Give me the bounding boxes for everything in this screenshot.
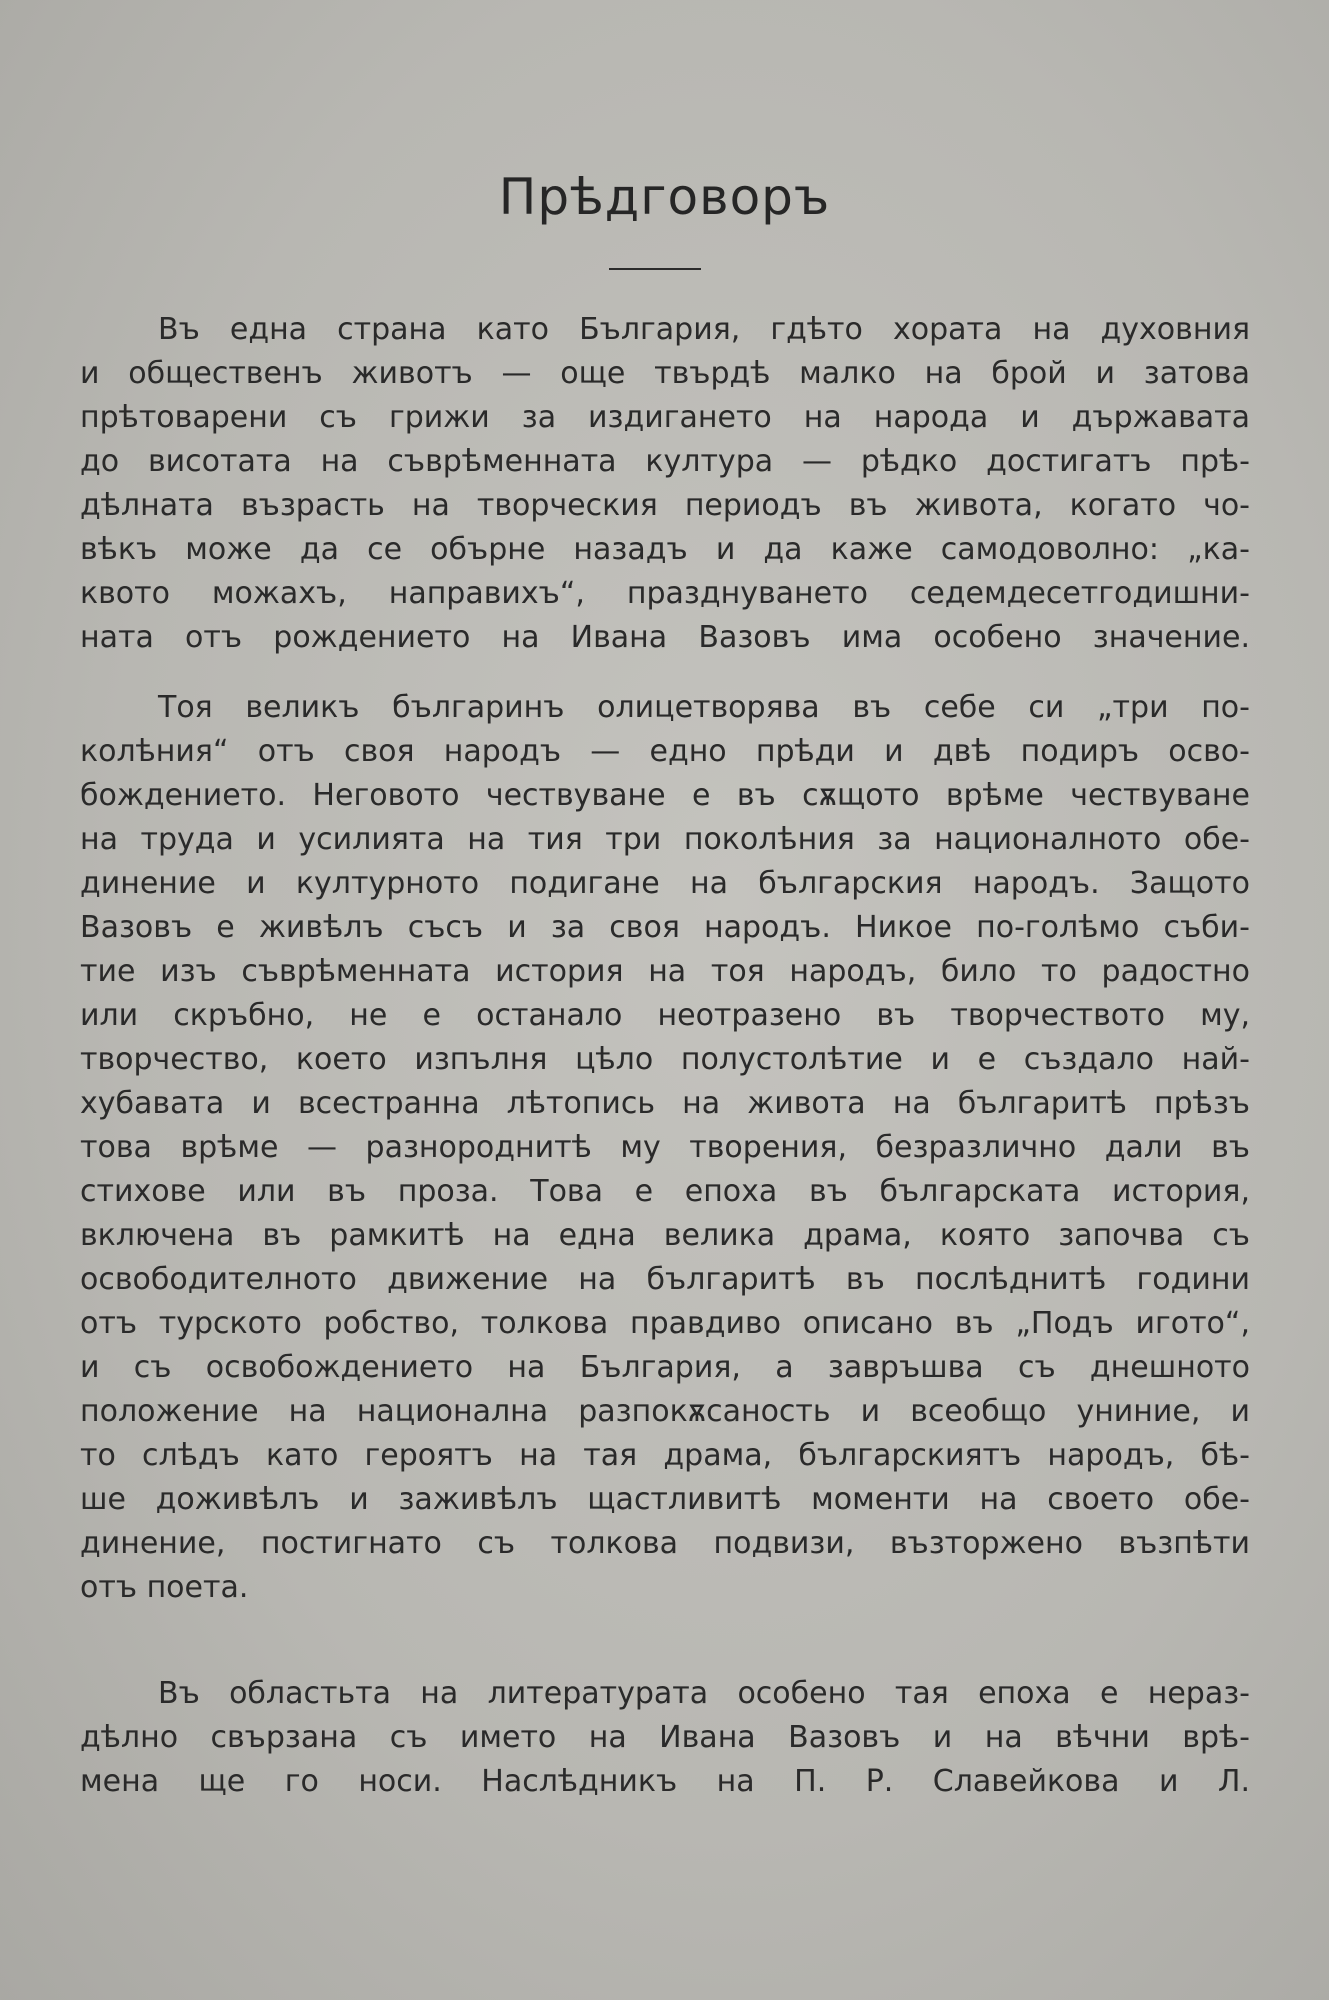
text-line: и общественъ животъ — още твърдѣ малко на брой и затова bbox=[80, 356, 1250, 391]
text-line: динение, постигнато съ толкова подвизи, възторжено възпѣти bbox=[80, 1526, 1250, 1561]
text-line: то слѣдъ като героятъ на тая драма, българскиятъ народъ, бѣ- bbox=[80, 1438, 1250, 1473]
text-line: до висотата на съврѣменната култура — рѣдко достигатъ прѣ- bbox=[80, 444, 1250, 479]
text-line: освободителното движение на българитѣ въ послѣднитѣ години bbox=[80, 1262, 1250, 1297]
title-divider bbox=[609, 268, 701, 270]
text-line: динение и културното подигане на българския народъ. Защото bbox=[80, 866, 1250, 901]
page-title: Прѣдговоръ bbox=[498, 168, 831, 226]
paragraph-2 bbox=[80, 686, 1250, 1610]
text-line: тие изъ съврѣменната история на тоя народъ, било то радостно bbox=[80, 954, 1250, 989]
text-line: колѣния“ отъ своя народъ — едно прѣди и двѣ подиръ осво- bbox=[80, 734, 1250, 769]
text-line: хубавата и всестранна лѣтопись на живота на българитѣ прѣзъ bbox=[80, 1086, 1250, 1121]
text-line: ше доживѣлъ и заживѣлъ щастливитѣ моменти на своето обе- bbox=[80, 1482, 1250, 1517]
text-line: Тоя великъ българинъ олицетворява въ себе си „три по- bbox=[158, 690, 1250, 725]
text-line: Въ една страна като България, гдѣто хората на духовния bbox=[158, 312, 1250, 347]
text-line: или скръбно, не е останало неотразено въ творчеството му, bbox=[80, 998, 1250, 1033]
text-line: квото можахъ, направихъ“, празднуването седемдесетгодишни- bbox=[80, 576, 1250, 611]
paragraph-3 bbox=[80, 1672, 1250, 1804]
text-line: Въ областьта на литературата особено тая епоха е нераз- bbox=[158, 1676, 1250, 1711]
text-line: мена ще го носи. Наслѣдникъ на П. Р. Славейкова и Л. bbox=[80, 1764, 1250, 1799]
text-line: отъ поета. bbox=[80, 1570, 249, 1605]
text-line: на труда и усилията на тия три поколѣния за националното обе- bbox=[80, 822, 1250, 857]
text-line: отъ турското робство, толкова правдиво описано въ „Подъ игото“, bbox=[80, 1306, 1250, 1341]
text-line: това врѣме — разнороднитѣ му творения, безразлично дали въ bbox=[80, 1130, 1250, 1165]
text-line: стихове или въ проза. Това е епоха въ българската история, bbox=[80, 1174, 1250, 1209]
text-line: дѣлно свързана съ името на Ивана Вазовъ и на вѣчни врѣ- bbox=[80, 1720, 1250, 1755]
text-line: бождението. Неговото чествуване е въ сѫщото врѣме чествуване bbox=[80, 778, 1250, 813]
text-line: и съ освобождението на България, а завръшва съ днешното bbox=[80, 1350, 1250, 1385]
text-line: ната отъ рождението на Ивана Вазовъ има особено значение. bbox=[80, 620, 1250, 655]
text-line: включена въ рамкитѣ на една велика драма, която започва съ bbox=[80, 1218, 1250, 1253]
text-line: прѣтоварени съ грижи за издигането на народа и държавата bbox=[80, 400, 1250, 435]
text-line: Вазовъ е живѣлъ съсъ и за своя народъ. Никое по-голѣмо съби- bbox=[80, 910, 1250, 945]
paragraph-1 bbox=[80, 308, 1250, 660]
text-line: вѣкъ може да се обърне назадъ и да каже самодоволно: „ка- bbox=[80, 532, 1250, 567]
text-line: творчество, което изпълня цѣло полустолѣтие и е създало най- bbox=[80, 1042, 1250, 1077]
text-line: дѣлната възрасть на творческия периодъ въ живота, когато чо- bbox=[80, 488, 1250, 523]
text-line: положение на национална разпокѫсаность и всеобщо униние, и bbox=[80, 1394, 1250, 1429]
